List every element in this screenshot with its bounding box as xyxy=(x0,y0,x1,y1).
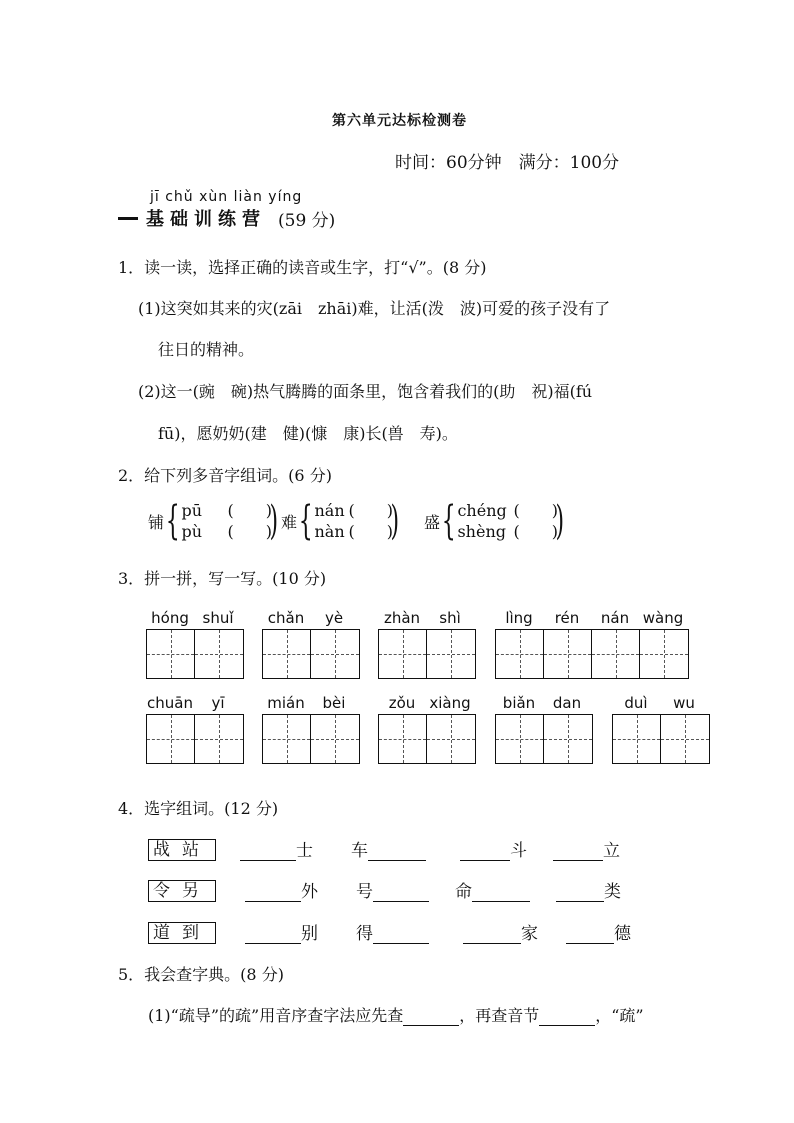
pinyin-syllable: yè xyxy=(324,609,344,627)
q1-p2-line1: (2)这一(豌 碗)热气腾腾的面条里，饱含着我们的(助 祝)福(fú xyxy=(138,382,593,401)
word-char: 车 xyxy=(351,841,368,861)
pinyin-syllable: biǎn xyxy=(502,694,536,712)
section-score: (59 分) xyxy=(278,210,336,231)
writing-group xyxy=(146,694,244,764)
writing-group xyxy=(262,694,360,764)
char-options: 战站 xyxy=(148,839,216,861)
section-bar xyxy=(118,217,138,220)
section-title: 基础训练营 xyxy=(146,209,266,230)
pinyin-syllable: hóng xyxy=(151,609,189,627)
answer-paren[interactable]: ( ) xyxy=(348,501,393,520)
pinyin-syllable: zhàn xyxy=(383,609,421,627)
tianzige-boxes[interactable] xyxy=(378,714,476,764)
q2-heading: 2．给下列多音字组词。(6 分) xyxy=(118,466,332,485)
pinyin-syllable: bèi xyxy=(322,694,346,712)
close-paren-icon: ) xyxy=(269,498,279,544)
tianzige-cell[interactable] xyxy=(496,715,544,763)
writing-group xyxy=(495,694,593,764)
section-pinyin: jī chǔ xùn liàn yíng xyxy=(150,189,303,205)
brace-icon: { xyxy=(165,498,180,544)
tianzige-boxes[interactable] xyxy=(262,714,360,764)
answer-blank[interactable] xyxy=(368,844,426,861)
reading-2: pù xyxy=(181,522,203,541)
tianzige-cell[interactable] xyxy=(544,715,592,763)
tianzige-boxes[interactable] xyxy=(262,629,360,679)
tianzige-boxes[interactable] xyxy=(146,714,244,764)
tianzige-cell[interactable] xyxy=(379,630,427,678)
answer-blank[interactable] xyxy=(373,927,429,944)
word-char: 家 xyxy=(521,924,538,944)
pinyin-syllable: duì xyxy=(624,694,648,712)
tianzige-boxes[interactable] xyxy=(612,714,710,764)
q3-heading: 3．拼一拼，写一写。(10 分) xyxy=(118,569,327,588)
q5-heading: 5．我会查字典。(8 分) xyxy=(118,965,284,984)
word-char: 得 xyxy=(356,924,373,944)
pinyin-syllable: nán xyxy=(600,609,630,627)
tianzige-boxes[interactable] xyxy=(378,629,476,679)
section-heading xyxy=(118,205,335,231)
tianzige-cell[interactable] xyxy=(496,630,544,678)
tianzige-boxes[interactable] xyxy=(146,629,244,679)
answer-paren[interactable]: ( ) xyxy=(227,522,272,541)
q1-p1-line2: 往日的精神。 xyxy=(158,340,255,359)
q5-text-c: ，“疏” xyxy=(595,1006,644,1025)
tianzige-cell[interactable] xyxy=(195,715,243,763)
pinyin-syllable: mián xyxy=(267,694,305,712)
answer-blank[interactable] xyxy=(460,844,510,861)
pinyin-syllable: chǎn xyxy=(267,609,305,627)
q5-line1 xyxy=(148,1003,644,1026)
tianzige-cell[interactable] xyxy=(427,715,475,763)
word-char: 立 xyxy=(603,841,620,861)
answer-blank[interactable] xyxy=(463,927,521,944)
tianzige-cell[interactable] xyxy=(544,630,592,678)
tianzige-cell[interactable] xyxy=(379,715,427,763)
pinyin-syllable: chuān xyxy=(147,694,193,712)
tianzige-cell[interactable] xyxy=(427,630,475,678)
reading-1: chéng xyxy=(457,501,507,520)
time-and-score: 时间：60分钟 满分：100分 xyxy=(395,153,620,173)
tianzige-cell[interactable] xyxy=(640,630,688,678)
answer-blank[interactable] xyxy=(556,885,604,902)
answer-blank[interactable] xyxy=(240,844,296,861)
char-options: 道到 xyxy=(148,922,216,944)
writing-group xyxy=(262,609,360,679)
answer-blank[interactable] xyxy=(566,927,614,944)
polyphone-char: 难 xyxy=(281,512,298,532)
writing-group xyxy=(495,609,689,679)
choice-row xyxy=(148,919,631,944)
page-title: 第六单元达标检测卷 xyxy=(332,113,467,129)
word-char: 士 xyxy=(296,841,313,861)
reading-1: nán xyxy=(314,501,345,520)
writing-group xyxy=(378,609,476,679)
reading-2: nàn xyxy=(314,522,345,541)
tianzige-cell[interactable] xyxy=(661,715,709,763)
char-options: 令另 xyxy=(148,880,216,902)
word-char: 别 xyxy=(301,924,318,944)
answer-paren[interactable]: ( ) xyxy=(513,522,558,541)
word-char: 外 xyxy=(301,882,318,902)
brace-icon: { xyxy=(298,498,313,544)
polyphone-item xyxy=(148,500,282,542)
answer-blank[interactable] xyxy=(245,927,301,944)
pinyin-syllable: dan xyxy=(552,694,582,712)
pinyin-syllable: xiàng xyxy=(429,694,471,712)
polyphone-item xyxy=(281,500,403,542)
tianzige-cell[interactable] xyxy=(263,630,311,678)
answer-blank[interactable] xyxy=(553,844,603,861)
answer-blank[interactable] xyxy=(539,1009,595,1026)
tianzige-cell[interactable] xyxy=(263,715,311,763)
brace-icon: { xyxy=(441,498,456,544)
q5-text-a: (1)“疏导”的疏”用音序查字法应先查 xyxy=(148,1006,404,1025)
answer-blank[interactable] xyxy=(373,885,429,902)
pinyin-syllable: zǒu xyxy=(388,694,416,712)
pinyin-syllable: shuǐ xyxy=(202,609,234,627)
q1-p2-line2: fū)，愿奶奶(建 健)(慷 康)长(兽 寿)。 xyxy=(158,424,458,443)
answer-blank[interactable] xyxy=(245,885,301,902)
choice-row xyxy=(148,877,621,902)
pinyin-syllable: wàng xyxy=(642,609,684,627)
writing-group xyxy=(146,609,244,679)
tianzige-cell[interactable] xyxy=(147,715,195,763)
tianzige-cell[interactable] xyxy=(147,630,195,678)
choice-row xyxy=(148,836,620,861)
word-char: 命 xyxy=(455,882,472,902)
answer-paren[interactable]: ( ) xyxy=(513,501,558,520)
writing-group xyxy=(612,694,710,764)
tianzige-cell[interactable] xyxy=(613,715,661,763)
q1-heading: 1．读一读，选择正确的读音或生字，打“√”。(8 分) xyxy=(118,258,487,277)
answer-blank[interactable] xyxy=(472,885,530,902)
polyphone-item xyxy=(424,500,568,542)
close-paren-icon: ) xyxy=(390,498,400,544)
tianzige-boxes[interactable] xyxy=(495,714,593,764)
polyphone-char: 盛 xyxy=(424,512,441,532)
reading-1: pū xyxy=(181,501,203,520)
tianzige-cell[interactable] xyxy=(195,630,243,678)
pinyin-syllable: lìng xyxy=(505,609,533,627)
word-char: 号 xyxy=(356,882,373,902)
q1-p1-line1: (1)这突如其来的灾(zāi zhāi)难，让活(泼 波)可爱的孩子没有了 xyxy=(138,299,611,318)
answer-blank[interactable] xyxy=(403,1009,459,1026)
tianzige-boxes[interactable] xyxy=(495,629,689,679)
writing-group xyxy=(378,694,476,764)
pinyin-syllable: yī xyxy=(211,694,225,712)
q5-text-b: ，再查音节 xyxy=(459,1006,540,1025)
tianzige-cell[interactable] xyxy=(592,630,640,678)
word-char: 德 xyxy=(614,924,631,944)
tianzige-cell[interactable] xyxy=(311,630,359,678)
answer-paren[interactable]: ( ) xyxy=(348,522,393,541)
pinyin-syllable: rén xyxy=(554,609,580,627)
pinyin-syllable: wu xyxy=(673,694,695,712)
word-char: 斗 xyxy=(510,841,527,861)
word-char: 类 xyxy=(604,882,621,902)
polyphone-char: 铺 xyxy=(148,512,165,532)
q4-heading: 4．选字组词。(12 分) xyxy=(118,799,279,818)
tianzige-cell[interactable] xyxy=(311,715,359,763)
answer-paren[interactable]: ( ) xyxy=(227,501,272,520)
close-paren-icon: ) xyxy=(555,498,565,544)
reading-2: shèng xyxy=(457,522,506,541)
pinyin-syllable: shì xyxy=(439,609,461,627)
